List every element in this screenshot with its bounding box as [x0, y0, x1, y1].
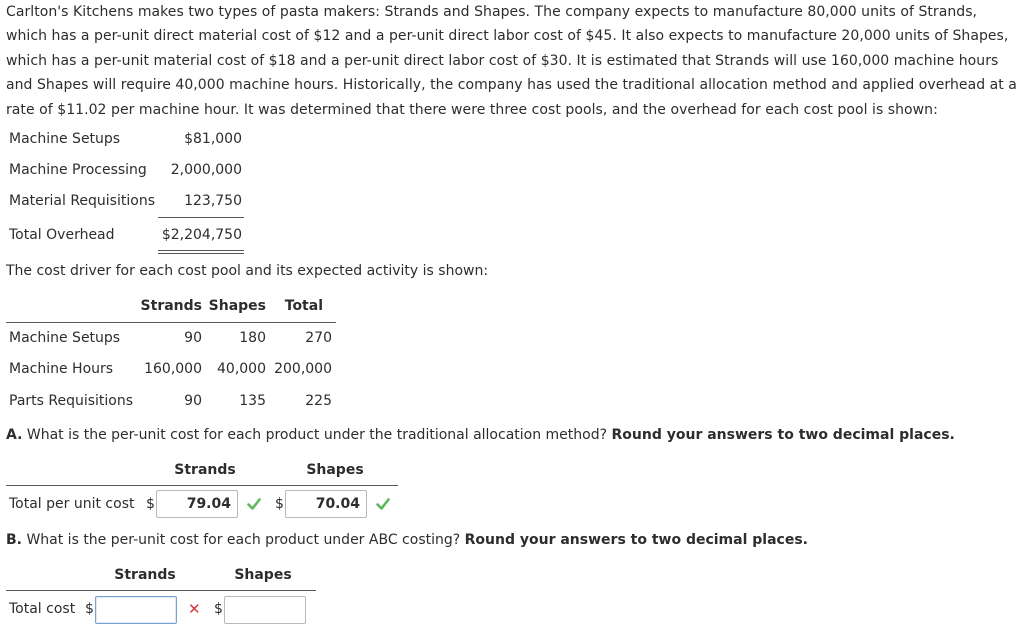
shapes-traditional-cost-input[interactable]: 70.04 — [285, 490, 367, 518]
overhead-label-machine-setups: Machine Setups — [9, 131, 121, 147]
driver-cell: 135 — [239, 393, 266, 409]
incorrect-x-icon: ✕ — [188, 600, 201, 618]
currency-symbol: $ — [146, 496, 155, 512]
driver-cell: 90 — [184, 330, 202, 346]
overhead-total-label: Total Overhead — [9, 227, 115, 243]
question-b-prompt — [6, 532, 808, 548]
question-b-rounding-note: Round your answers to two decimal places. — [464, 532, 808, 548]
driver-header-shapes: Shapes — [208, 298, 266, 314]
overhead-value-machine-setups: $81,000 — [184, 131, 242, 147]
question-a-text: What is the per-unit cost for each product under the traditional allocation method? — [22, 427, 612, 443]
driver-cell: 180 — [239, 330, 266, 346]
overhead-value-material-requisitions: 123,750 — [184, 193, 242, 209]
correct-check-icon — [376, 497, 390, 511]
driver-cell: 90 — [184, 393, 202, 409]
overhead-label-machine-processing: Machine Processing — [9, 162, 147, 178]
driver-label-machine-hours: Machine Hours — [9, 361, 114, 377]
answer-a-header-strands: Strands — [174, 462, 236, 478]
driver-cell: 225 — [305, 393, 332, 409]
answer-a-header-shapes: Shapes — [306, 462, 364, 478]
strands-traditional-cost-input[interactable]: 79.04 — [156, 490, 238, 518]
total-double-rule-bottom — [158, 253, 244, 254]
driver-header-total: Total — [284, 298, 323, 314]
driver-label-machine-setups: Machine Setups — [9, 330, 121, 346]
answer-b-row-label: Total cost — [9, 601, 76, 617]
total-double-rule-top — [158, 250, 244, 251]
driver-cell: 270 — [305, 330, 332, 346]
question-a-prompt — [6, 427, 955, 443]
question-a-rounding-note: Round your answers to two decimal places. — [611, 427, 955, 443]
driver-header-rule — [6, 322, 336, 323]
answer-b-header-strands: Strands — [114, 567, 176, 583]
driver-cell: 200,000 — [274, 361, 332, 377]
driver-cell: 160,000 — [144, 361, 202, 377]
question-a-letter: A. — [6, 427, 23, 443]
overhead-total-value: $2,204,750 — [161, 227, 242, 243]
currency-symbol: $ — [275, 496, 284, 512]
answer-b-header-rule — [6, 590, 316, 591]
driver-cell: 40,000 — [217, 361, 266, 377]
driver-intro: The cost driver for each cost pool and its expected activity is shown: — [6, 263, 489, 279]
answer-a-row-label: Total per unit cost — [9, 496, 135, 512]
correct-check-icon — [247, 497, 261, 511]
answer-b-header-shapes: Shapes — [234, 567, 292, 583]
overhead-label-material-requisitions: Material Requisitions — [9, 193, 155, 209]
overhead-value-machine-processing: 2,000,000 — [170, 162, 242, 178]
currency-symbol: $ — [85, 601, 94, 617]
subtotal-rule — [158, 217, 244, 218]
question-b-letter: B. — [6, 532, 22, 548]
driver-label-parts-requisitions: Parts Requisitions — [9, 393, 134, 409]
driver-header-strands: Strands — [140, 298, 202, 314]
answer-a-header-rule — [6, 485, 398, 486]
question-b-text: What is the per-unit cost for each product under ABC costing? — [22, 532, 465, 548]
currency-symbol: $ — [214, 601, 223, 617]
problem-intro: Carlton's Kitchens makes two types of pasta makers: Strands and Shapes. The company expects to manufacture 80,000 units of Strands, which has a per-unit direct material cost of $12 and a per-unit direct labor cost of $45. It also expects to manufacture 20,000 units of Shapes, which has a per-unit material cost of $18 and a per-unit direct labor cost of $30. It is estimated that Strands will use 160,000 machine hours and Shapes will require 40,000 machine hours. Historically, the company has used the traditional allocation method and applied overhead at a rate of $11.02 per machine hour. It was determined that there were three cost pools, and the overhead for each cost pool is shown: — [6, 4, 1017, 118]
